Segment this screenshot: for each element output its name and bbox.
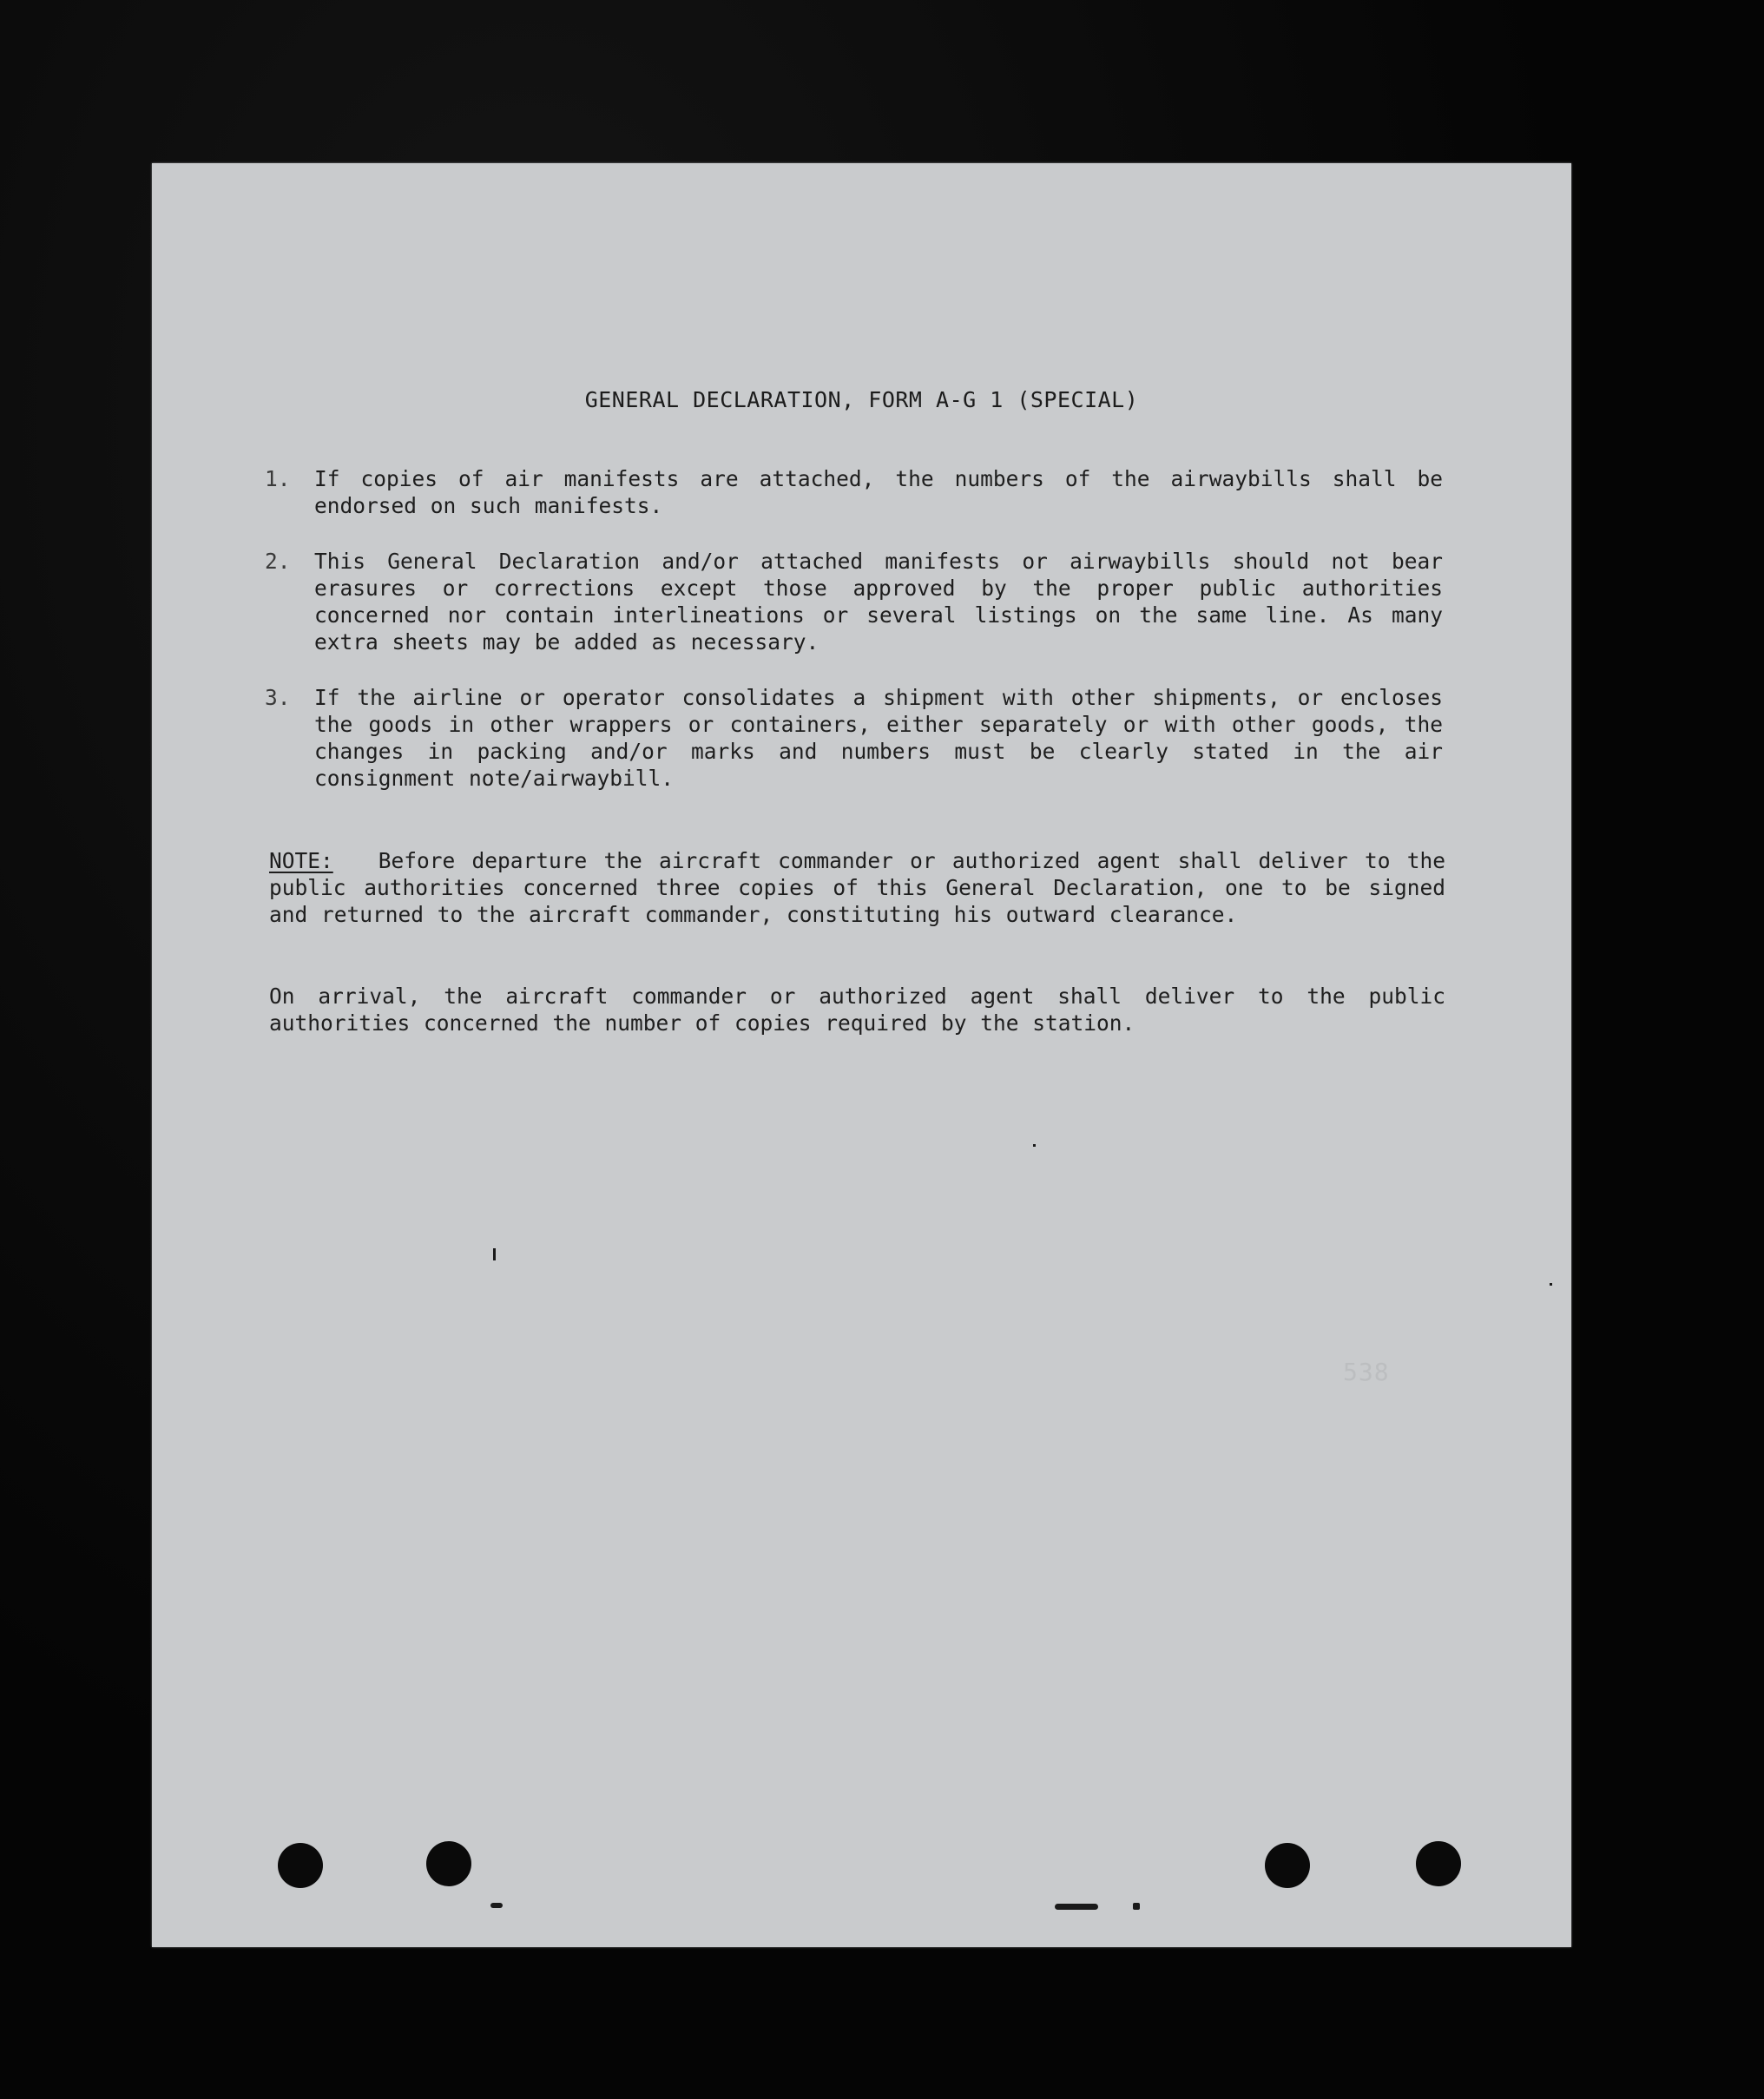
arrival-paragraph: On arrival, the aircraft commander or authorized agent shall deliver to the public authorities concerned the number of copies required by the station. (269, 984, 1445, 1036)
document-page (152, 163, 1571, 1947)
ink-speck (1133, 1903, 1140, 1910)
punch-hole (426, 1841, 471, 1886)
note-paragraph (269, 847, 1445, 928)
item-number: 3. (265, 685, 291, 710)
item-number: 2. (265, 549, 291, 574)
punch-hole (1416, 1841, 1461, 1886)
document-title: GENERAL DECLARATION, FORM A-G 1 (SPECIAL) (584, 387, 1139, 412)
item-text: This General Declaration and/or attached manifests or airwaybills should not bear erasures or corrections except those approved by the proper public authorities concerned nor contain interlineations or several listings on the same line. As many extra sheets may be added as necessary. (314, 549, 1443, 655)
note-text: Before departure the aircraft commander or authorized agent shall deliver to the public authorities concerned three copies of this General Declaration, one to be signed and returned to the aircraft commander, constituting his outward clearance. (269, 848, 1445, 927)
punch-hole (1265, 1843, 1310, 1888)
ink-speck (493, 1248, 496, 1260)
ink-speck (1055, 1904, 1098, 1910)
punch-hole (278, 1843, 323, 1888)
item-text: If copies of air manifests are attached, the numbers of the airwaybills shall be endorsed on such manifests. (314, 466, 1443, 518)
item-number: 1. (265, 466, 291, 491)
note-label: NOTE: (269, 848, 333, 873)
ink-speck (1550, 1283, 1552, 1286)
ink-speck (1033, 1144, 1036, 1147)
faint-stamp-number: 538 (1343, 1358, 1390, 1386)
item-text: If the airline or operator consolidates a shipment with other shipments, or encloses the goods in other wrappers or containers, either separately or with other goods, the changes in packing and/or marks and numbers must be clearly stated in the air consignment note/airwaybill. (314, 685, 1443, 791)
ink-speck (490, 1903, 503, 1908)
